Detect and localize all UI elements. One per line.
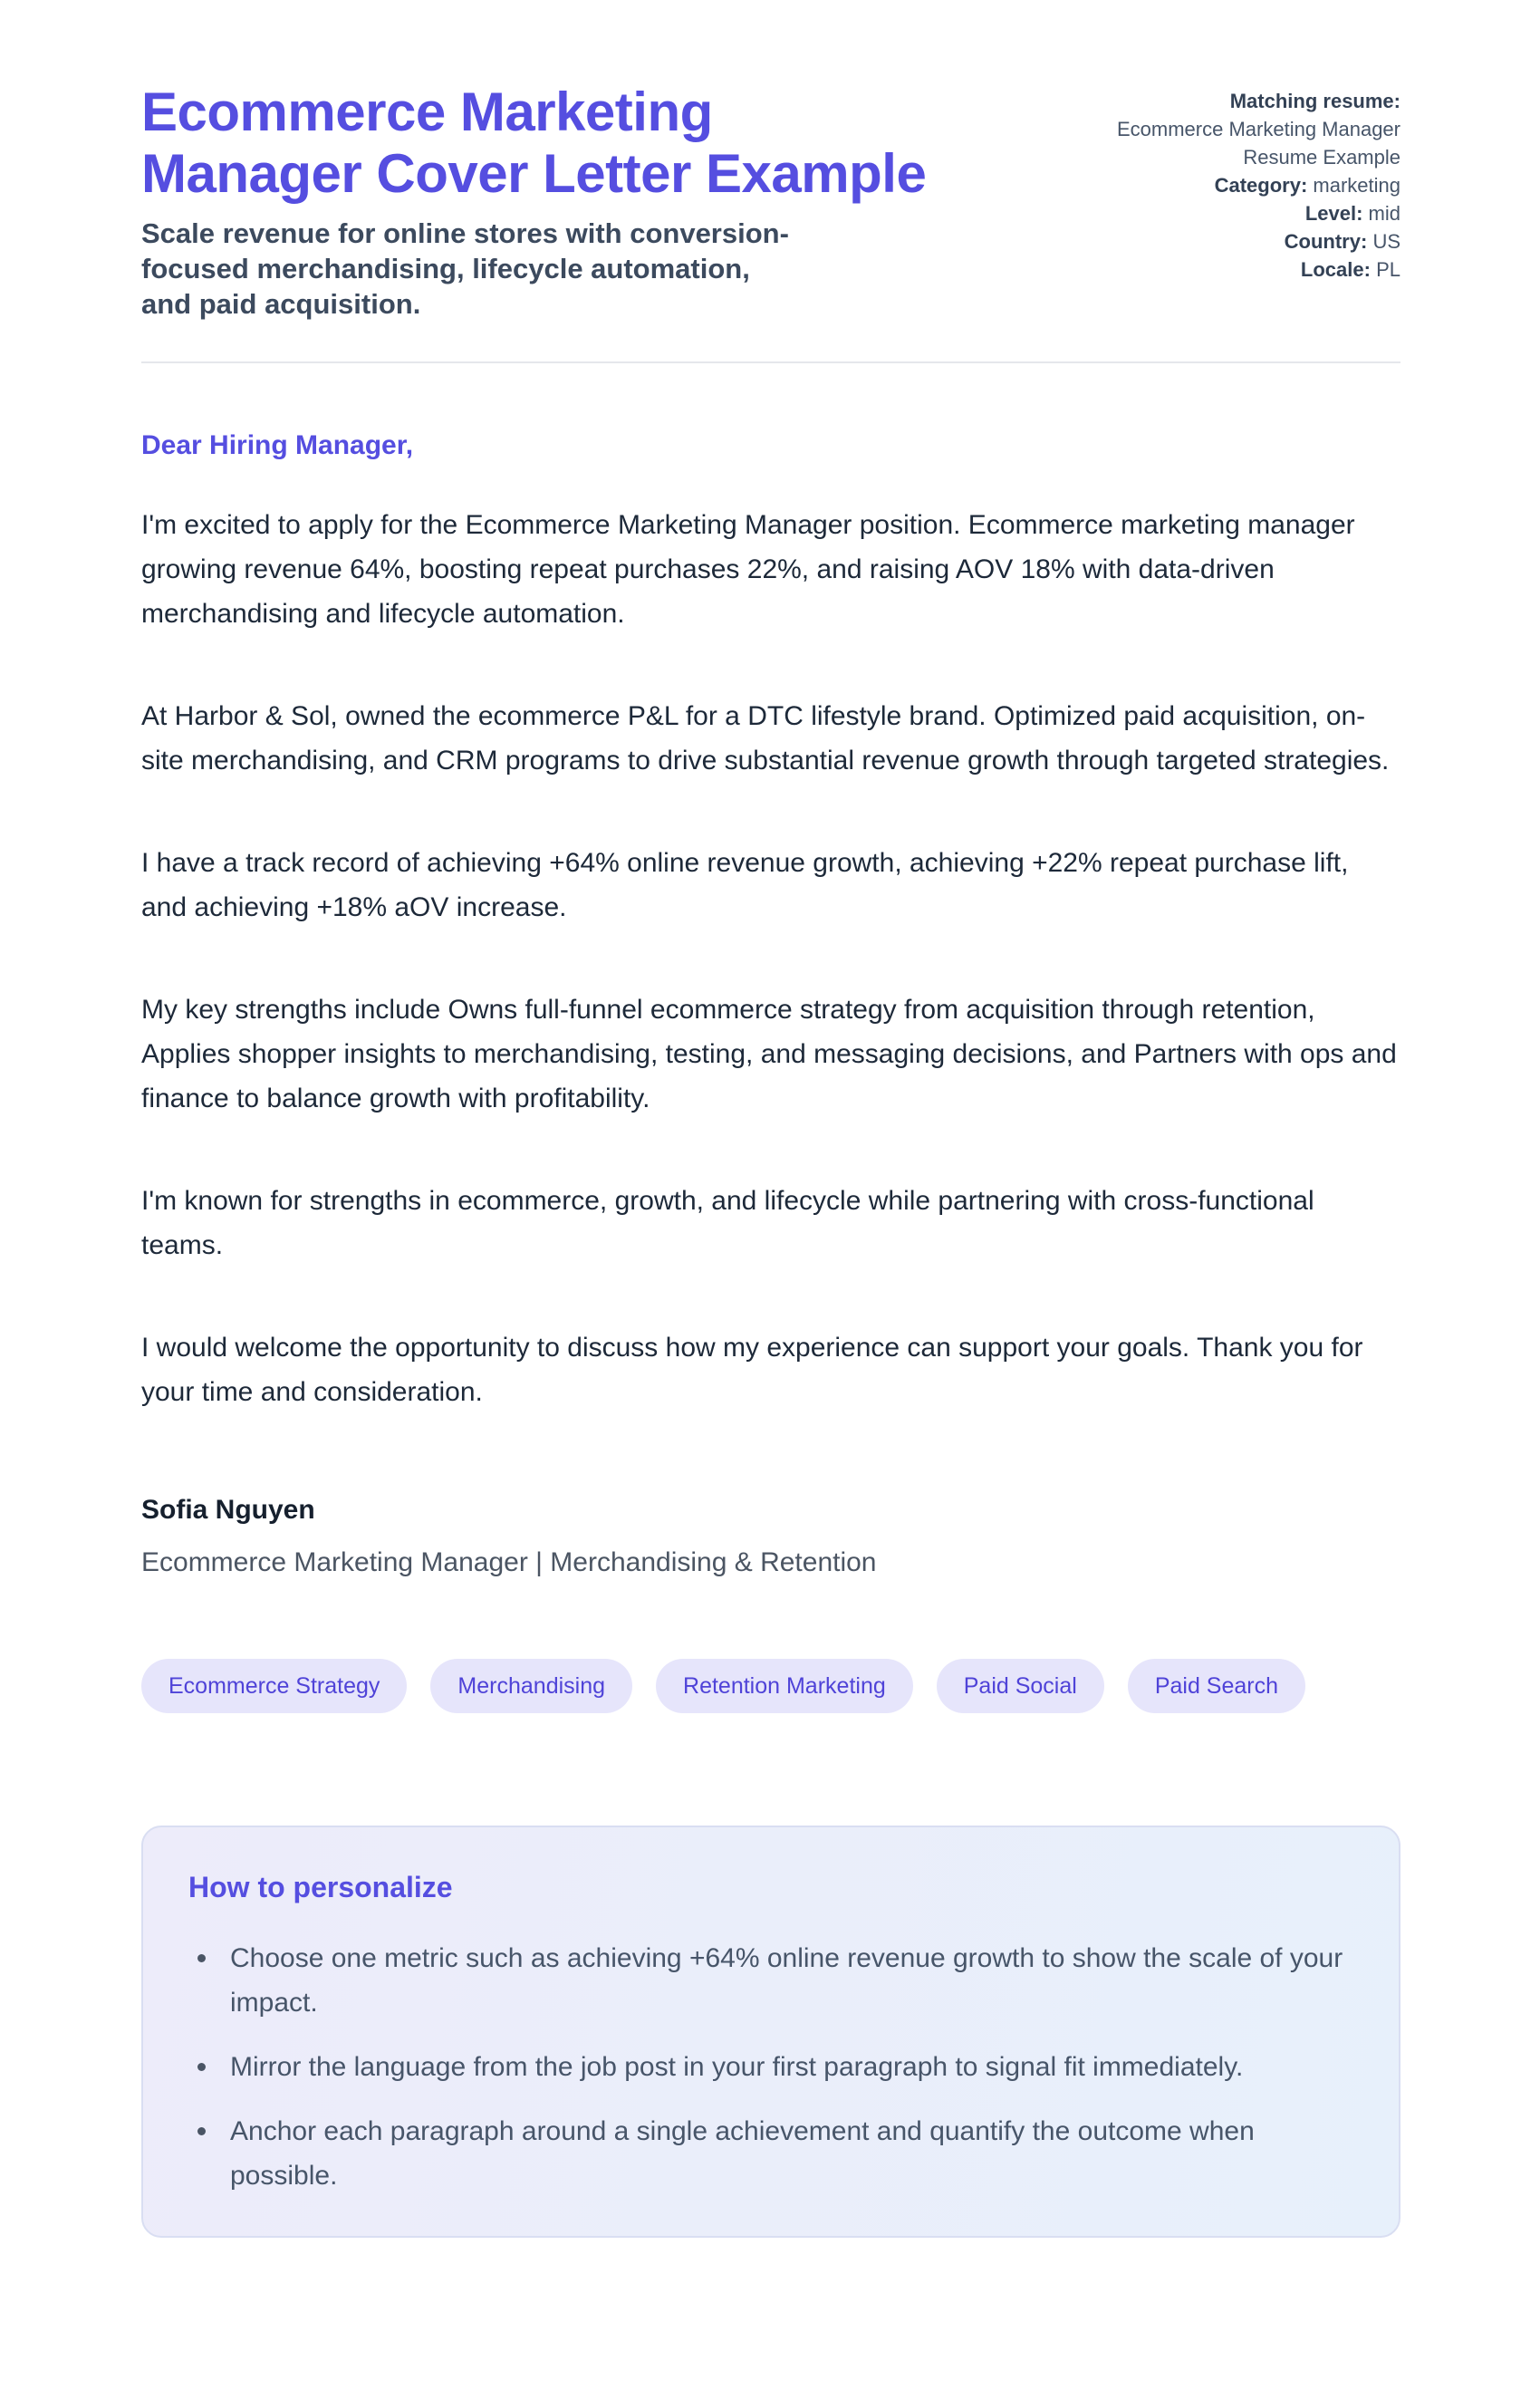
tip-box-title: How to personalize	[188, 1871, 453, 1903]
meta-locale	[1074, 255, 1400, 284]
tag-ecommerce-strategy: Ecommerce Strategy	[141, 1659, 407, 1713]
tip-item: Choose one metric such as achieving +64% online revenue growth to show the scale of your impact.	[194, 1936, 1344, 2025]
letter-paragraph: My key strengths include Owns full-funnel ecommerce strategy from acquisition through retention, Applies shopper insights to merchandising, testing, and messaging decisions, and Partners with ops and finance to balance growth with profitability.	[141, 995, 1397, 1113]
tag-list	[141, 1659, 1400, 1713]
page-title	[141, 82, 926, 205]
letter-paragraph: At Harbor & Sol, owned the ecommerce P&L for a DTC lifestyle brand. Optimized paid acquisition, on-site merchandising, and CRM programs to drive substantial revenue growth through targeted strategies.	[141, 701, 1390, 776]
tag-paid-social: Paid Social	[937, 1659, 1104, 1713]
meta-level	[1074, 199, 1400, 227]
tag-retention-marketing: Retention Marketing	[656, 1659, 913, 1713]
page-subtitle	[141, 216, 926, 322]
cover-letter	[141, 427, 1400, 1582]
page-title-line: Manager Cover Letter Example	[141, 143, 927, 204]
meta-panel	[1074, 82, 1400, 284]
letter-paragraph: I would welcome the opportunity to discuss how my experience can support your goals. Thank you for your time and consideration.	[141, 1333, 1363, 1407]
header	[141, 82, 1400, 322]
meta-country-label: Country:	[1284, 230, 1368, 253]
meta-category	[1074, 171, 1400, 199]
tip-item: Anchor each paragraph around a single achievement and quantify the outcome when possible.	[194, 2109, 1344, 2198]
tip-list	[188, 1936, 1353, 2198]
tag-merchandising: Merchandising	[430, 1659, 632, 1713]
meta-locale-value: PL	[1376, 258, 1400, 281]
meta-level-label: Level:	[1304, 202, 1363, 225]
header-text-block	[141, 82, 926, 322]
meta-level-value: mid	[1368, 202, 1400, 225]
meta-country-value: US	[1372, 230, 1400, 253]
letter-paragraph: I'm excited to apply for the Ecommerce Marketing Manager position. Ecommerce marketing manager growing revenue 64%, boosting repeat purchases 22%, and raising AOV 18% with data-driven merchandising and lifecycle automation.	[141, 510, 1355, 629]
meta-matching-resume-label: Matching resume:	[1229, 90, 1400, 112]
page-subtitle-line: and paid acquisition.	[141, 288, 421, 320]
signature-role: Ecommerce Marketing Manager | Merchandising & Retention	[141, 1547, 877, 1577]
letter-paragraph: I'm known for strengths in ecommerce, growth, and lifecycle while partnering with cross-functional teams.	[141, 1186, 1314, 1260]
tip-box	[141, 1826, 1400, 2238]
page-title-line: Ecommerce Marketing	[141, 82, 713, 142]
meta-locale-label: Locale:	[1300, 258, 1371, 281]
meta-category-value: marketing	[1313, 174, 1400, 197]
meta-matching-resume	[1074, 87, 1400, 171]
tip-item: Mirror the language from the job post in your first paragraph to signal fit immediately.	[194, 2045, 1344, 2089]
matching-resume-link[interactable]: Ecommerce Marketing Manager Resume Example	[1116, 118, 1400, 169]
signature-name: Sofia Nguyen	[141, 1495, 315, 1525]
meta-category-label: Category:	[1214, 174, 1308, 197]
page-subtitle-line: focused merchandising, lifecycle automation,	[141, 253, 750, 284]
letter-greeting: Dear Hiring Manager,	[141, 430, 414, 460]
header-divider	[141, 361, 1400, 363]
letter-paragraph: I have a track record of achieving +64% online revenue growth, achieving +22% repeat purchase lift, and achieving +18% aOV increase.	[141, 848, 1349, 922]
page-subtitle-line: Scale revenue for online stores with conversion-	[141, 217, 789, 249]
tag-paid-search: Paid Search	[1128, 1659, 1305, 1713]
meta-country	[1074, 227, 1400, 255]
